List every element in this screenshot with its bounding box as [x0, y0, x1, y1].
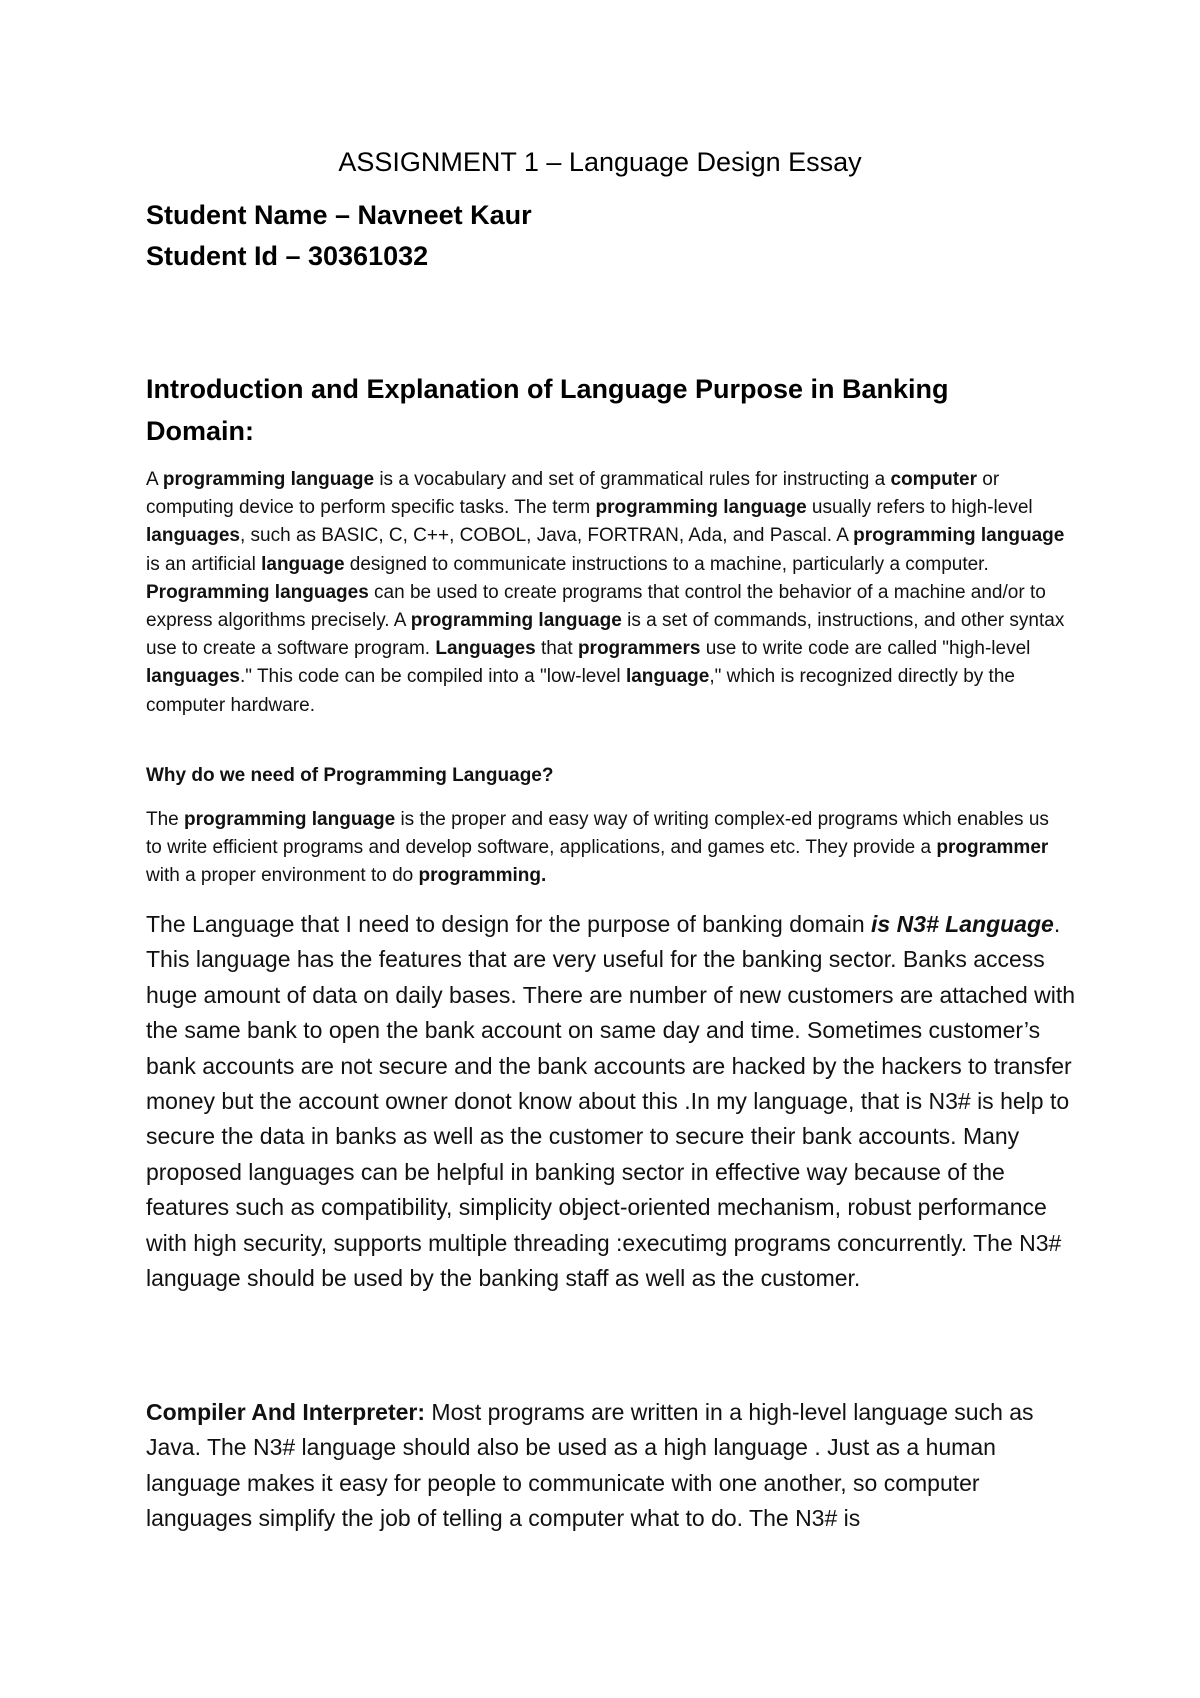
why-paragraph	[146, 806, 1066, 891]
text-run: ." This code can be compiled into a "low-level	[239, 666, 626, 688]
text-run: is a set of commands, instructions, and other syntax use to create a software program.	[146, 610, 1065, 660]
text-run: designed to communicate instructions to a machine, particularly a computer.	[344, 553, 989, 575]
text-run: Most programs are written in a high-level language such as Java. The N3# language should also be used as a high language . Just as a human language makes it easy for people to communicate with one another, so computer languages simplify the job of telling a computer what to do. The N3# is	[146, 1399, 1034, 1532]
text-run: that	[535, 638, 578, 660]
bold-term: languages	[146, 666, 240, 688]
text-run: ," which is recognized directly by the computer hardware.	[146, 666, 1015, 716]
bold-term: programming language	[162, 469, 375, 490]
text-run: is a vocabulary and set of grammatical rules for instructing a	[374, 469, 891, 490]
intro-heading: Introduction and Explanation of Language Purpose in Banking Domain:	[146, 374, 949, 446]
text-run: or computing device to perform specific tasks. The term	[146, 469, 1000, 519]
bold-term: Languages	[435, 638, 536, 660]
bold-term: programming language	[184, 809, 396, 830]
assignment-title: ASSIGNMENT 1 – Language Design Essay	[338, 147, 862, 177]
bold-term: computer	[890, 469, 978, 490]
bold-term: programming language	[410, 610, 622, 632]
bold-term: programmers	[577, 638, 701, 660]
compiler-heading: Compiler And Interpreter:	[146, 1399, 426, 1425]
text-run: can be used to create programs that control the behavior of a machine and/or to express algorithms precisely. A	[146, 581, 1046, 632]
bold-term: programming.	[418, 865, 547, 887]
bold-italic-term: is N3# Language	[871, 911, 1054, 937]
text-run: is the proper and easy way of writing complex-ed programs which enables us to write efficient programs and develop software, applications, and games etc. They provide a	[146, 809, 1049, 859]
student-id: Student Id – 30361032	[146, 241, 429, 271]
text-run: use to write code are called "high-level	[700, 638, 1031, 660]
bold-term: Programming languages	[146, 581, 369, 603]
text-run: , such as BASIC, C, C++, COBOL, Java, FORTRAN, Ada, and Pascal. A	[239, 525, 854, 547]
text-run: usually refers to high-level	[806, 497, 1033, 519]
bold-term: programming language	[853, 525, 1065, 547]
text-run: with a proper environment to do	[146, 865, 419, 887]
bold-term: language	[625, 666, 710, 688]
text-run: A	[146, 469, 163, 490]
why-heading: Why do we need of Programming Language?	[146, 765, 554, 786]
bold-term: programming language	[595, 497, 807, 519]
bold-term: programmer	[936, 837, 1049, 859]
bold-term: language	[261, 553, 345, 575]
bold-term: languages	[146, 525, 240, 547]
text-run: The	[146, 809, 185, 830]
intro-paragraph	[146, 466, 1066, 720]
compiler-paragraph	[146, 1395, 1076, 1537]
text-run: . This language has the features that are very useful for the banking sector. Banks access huge amount of data on daily bases. There are number of new customers are attached with the same bank to open the bank account on same day and time. Sometimes customer’s bank accounts are not secure and the bank accounts are hacked by the hackers to transfer money but the account owner donot know about this .In my language, that is N3# is help to secure the data in banks as well as the customer to secure their bank accounts. Many proposed languages can be helpful in banking sector in effective way because of the features such as compatibility, simplicity object-oriented mechanism, robust performance with high security, supports multiple threading :executimg programs concurrently. The N3# language should be used by the banking staff as well as the customer.	[146, 911, 1076, 1292]
n3-language-paragraph	[146, 907, 1076, 1296]
student-name: Student Name – Navneet Kaur	[146, 200, 532, 230]
text-run: is an artificial	[146, 553, 262, 575]
text-run: The Language that I need to design for the purpose of banking domain	[146, 911, 872, 937]
